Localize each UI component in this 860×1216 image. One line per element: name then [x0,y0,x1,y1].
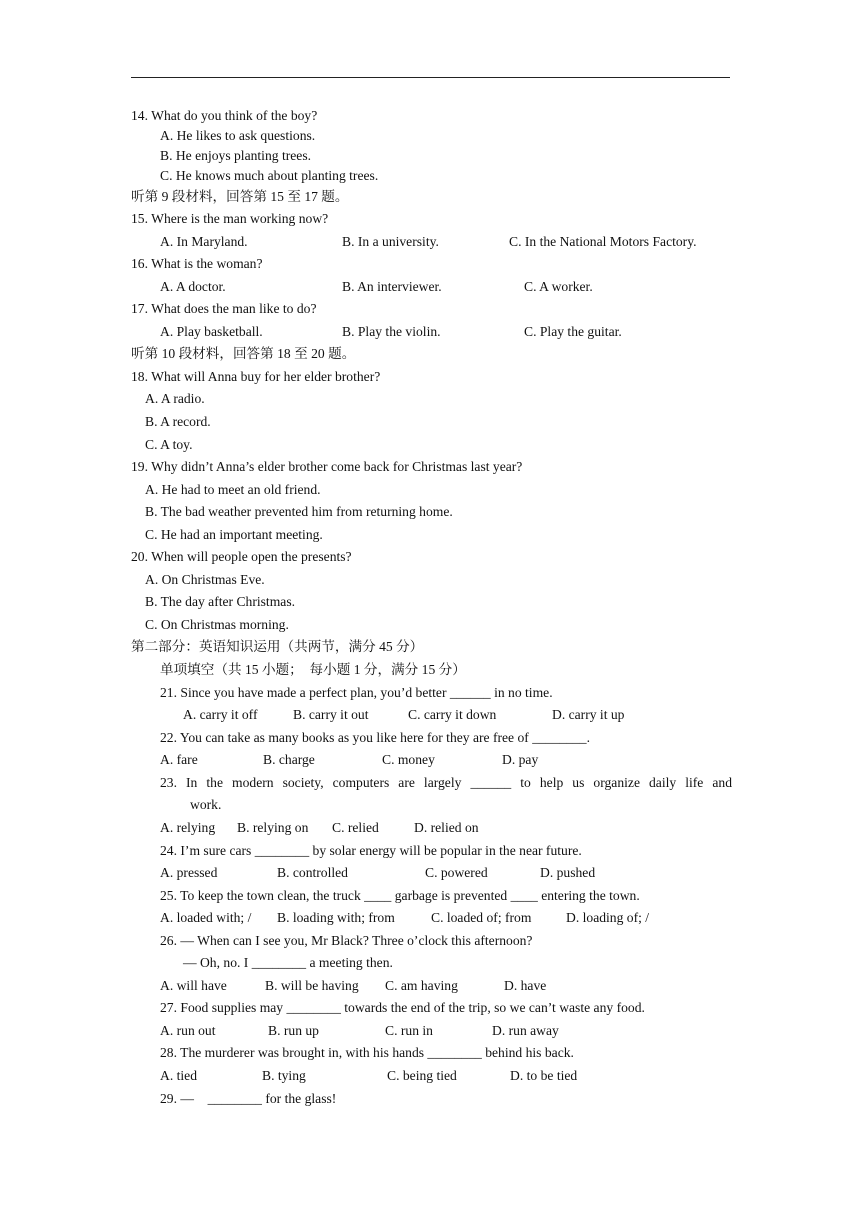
question-15-option-a: A. In Maryland. [160,234,248,249]
question-24-option-c: C. powered [425,865,488,880]
question-29-stem: 29. ― ________ for the glass! [160,1091,337,1106]
question-15-options [0,233,860,251]
question-24-option-d: D. pushed [540,865,596,880]
question-27-options [0,1022,860,1040]
section-9-instruction: 听第 9 段材料，回答第 15 至 17 题。 [131,189,349,204]
question-28-stem: 28. The murderer was brought in, with his hands ________ behind his back. [160,1045,574,1060]
question-22-option-d: D. pay [502,752,539,767]
question-23-stem-line1: 23. In the modern society, computers are largely ______ to help us organize daily life and [160,775,732,790]
question-19-option-c: C. He had an important meeting. [145,527,323,542]
question-20-option-b: B. The day after Christmas. [145,594,296,609]
question-22-options [0,751,860,769]
question-14-stem: 14. What do you think of the boy? [131,108,318,123]
question-27-option-b: B. run up [268,1023,319,1038]
question-27-stem: 27. Food supplies may ________ towards the end of the trip, so we can’t waste any food. [160,1000,645,1015]
question-26-option-a: A. will have [160,978,227,993]
question-26-option-b: B. will be having [265,978,359,993]
question-23-option-c: C. relied [332,820,379,835]
question-17-option-c: C. Play the guitar. [524,324,622,339]
question-15-option-b: B. In a university. [342,234,439,249]
question-28-option-a: A. tied [160,1068,197,1083]
question-26-stem-line1: 26. ― When can I see you, Mr Black? Three o’clock this afternoon? [160,933,533,948]
part-2-subheading: 单项填空（共 15 小题； 每小题 1 分，满分 15 分） [160,662,466,677]
question-24-option-b: B. controlled [277,865,348,880]
question-17-stem: 17. What does the man like to do? [131,301,317,316]
question-14-option-c: C. He knows much about planting trees. [160,168,379,183]
question-25-options [0,909,860,927]
question-21-option-a: A. carry it off [183,707,258,722]
question-18-option-c: C. A toy. [145,437,193,452]
question-22-option-a: A. fare [160,752,198,767]
question-19-option-b: B. The bad weather prevented him from returning home. [145,504,453,519]
question-21-options [0,706,860,724]
question-24-stem: 24. I’m sure cars ________ by solar energy will be popular in the near future. [160,843,582,858]
question-23-options [0,819,860,837]
question-17-option-a: A. Play basketball. [160,324,263,339]
question-26-options [0,977,860,995]
question-19-stem: 19. Why didn’t Anna’s elder brother come back for Christmas last year? [131,459,523,474]
question-17-options [0,323,860,341]
question-22-option-c: C. money [382,752,435,767]
question-16-options [0,278,860,296]
question-16-option-b: B. An interviewer. [342,279,442,294]
question-26-option-d: D. have [504,978,547,993]
question-14-option-b: B. He enjoys planting trees. [160,148,312,163]
question-26-option-c: C. am having [385,978,458,993]
question-25-option-a: A. loaded with; / [160,910,252,925]
question-28-options [0,1067,860,1085]
part-2-heading: 第二部分：英语知识运用（共两节，满分 45 分） [131,639,424,654]
question-25-option-c: C. loaded of; from [431,910,532,925]
question-28-option-c: C. being tied [387,1068,457,1083]
header-rule [131,77,730,78]
question-14-option-a: A. He likes to ask questions. [160,128,316,143]
question-22-option-b: B. charge [263,752,315,767]
question-20-option-a: A. On Christmas Eve. [145,572,265,587]
question-21-option-b: B. carry it out [293,707,369,722]
section-10-instruction: 听第 10 段材料，回答第 18 至 20 题。 [131,346,356,361]
question-28-option-d: D. to be tied [510,1068,578,1083]
question-21-option-c: C. carry it down [408,707,497,722]
question-20-option-c: C. On Christmas morning. [145,617,289,632]
question-24-options [0,864,860,882]
question-23-option-d: D. relied on [414,820,479,835]
question-18-stem: 18. What will Anna buy for her elder brother? [131,369,381,384]
question-17-option-b: B. Play the violin. [342,324,441,339]
question-23-option-b: B. relying on [237,820,309,835]
question-23-stem-line2: work. [190,797,222,812]
question-16-option-c: C. A worker. [524,279,593,294]
question-21-stem: 21. Since you have made a perfect plan, you’d better ______ in no time. [160,685,553,700]
question-28-option-b: B. tying [262,1068,306,1083]
question-15-option-c: C. In the National Motors Factory. [509,234,697,249]
question-27-option-a: A. run out [160,1023,216,1038]
question-21-option-d: D. carry it up [552,707,625,722]
question-16-stem: 16. What is the woman? [131,256,263,271]
question-19-option-a: A. He had to meet an old friend. [145,482,321,497]
question-18-option-b: B. A record. [145,414,211,429]
question-25-option-d: D. loading of; / [566,910,650,925]
question-24-option-a: A. pressed [160,865,218,880]
question-25-stem: 25. To keep the town clean, the truck ____ garbage is prevented ____ entering the town. [160,888,640,903]
question-27-option-d: D. run away [492,1023,559,1038]
question-18-option-a: A. A radio. [145,391,205,406]
question-22-stem: 22. You can take as many books as you like here for they are free of ________. [160,730,590,745]
question-15-stem: 15. Where is the man working now? [131,211,329,226]
question-25-option-b: B. loading with; from [277,910,395,925]
question-16-option-a: A. A doctor. [160,279,226,294]
question-23-option-a: A. relying [160,820,216,835]
question-27-option-c: C. run in [385,1023,433,1038]
question-26-stem-line2: ― Oh, no. I ________ a meeting then. [183,955,393,970]
question-20-stem: 20. When will people open the presents? [131,549,352,564]
